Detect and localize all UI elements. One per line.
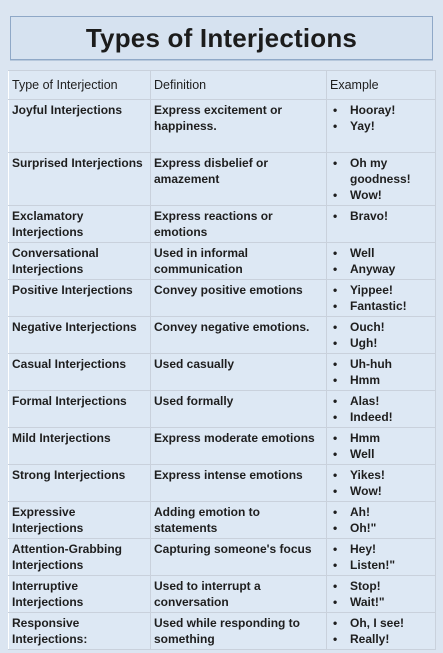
definition-cell: Used casually (151, 354, 327, 391)
example-item: • Yikes! (330, 467, 433, 483)
example-item: • Oh my goodness! (330, 155, 433, 187)
table-row (9, 502, 436, 539)
example-item: • Really! (330, 631, 433, 647)
example-cell (327, 391, 436, 428)
example-cell (327, 428, 436, 465)
definition-cell: Convey positive emotions (151, 280, 327, 317)
type-cell: Expressive Interjections (9, 502, 151, 539)
definition-cell: Capturing someone's focus (151, 539, 327, 576)
definition-cell: Used while responding to something (151, 613, 327, 650)
example-item: • Listen!" (330, 557, 433, 573)
example-item: • Indeed! (330, 409, 433, 425)
table-row (9, 613, 436, 650)
example-cell (327, 465, 436, 502)
table-row (9, 206, 436, 243)
definition-cell: Adding emotion to statements (151, 502, 327, 539)
type-cell: Joyful Interjections (9, 100, 151, 153)
example-item: • Hey! (330, 541, 433, 557)
example-item: • Ouch! (330, 319, 433, 335)
header-example: Example (327, 71, 436, 100)
definition-cell: Used in informal communication (151, 243, 327, 280)
table-row (9, 391, 436, 428)
example-item: • Bravo! (330, 208, 433, 224)
definition-cell: Used formally (151, 391, 327, 428)
type-cell: Responsive Interjections: (9, 613, 151, 650)
type-cell: Exclamatory Interjections (9, 206, 151, 243)
interjections-table (8, 70, 436, 650)
example-cell (327, 613, 436, 650)
example-item: • Stop! (330, 578, 433, 594)
example-item: • Alas! (330, 393, 433, 409)
example-item: • Well (330, 446, 433, 462)
definition-cell: Express reactions or emotions (151, 206, 327, 243)
table-row (9, 317, 436, 354)
example-item: • Wow! (330, 483, 433, 499)
example-item: • Hooray! (330, 102, 433, 118)
page-title: Types of Interjections (85, 22, 358, 53)
table-row (9, 354, 436, 391)
header-type: Type of Interjection (9, 71, 151, 100)
example-item: • Ugh! (330, 335, 433, 351)
type-cell: Surprised Interjections (9, 153, 151, 206)
definition-cell: Express intense emotions (151, 465, 327, 502)
example-cell (327, 206, 436, 243)
example-cell (327, 539, 436, 576)
example-item: • Yay! (330, 118, 433, 134)
example-cell (327, 502, 436, 539)
example-cell (327, 354, 436, 391)
example-item: • Hmm (330, 372, 433, 388)
type-cell: Conversational Interjections (9, 243, 151, 280)
definition-cell: Convey negative emotions. (151, 317, 327, 354)
table-row (9, 243, 436, 280)
table-row (9, 539, 436, 576)
type-cell: Mild Interjections (9, 428, 151, 465)
definition-cell: Express moderate emotions (151, 428, 327, 465)
title-box (10, 16, 433, 60)
type-cell: Positive Interjections (9, 280, 151, 317)
example-item: • Yippee! (330, 282, 433, 298)
example-item: • Wait!" (330, 594, 433, 610)
header-row (9, 71, 436, 100)
type-cell: Formal Interjections (9, 391, 151, 428)
example-cell (327, 317, 436, 354)
example-cell (327, 576, 436, 613)
table-row (9, 153, 436, 206)
example-cell (327, 243, 436, 280)
definition-cell: Express excitement or happiness. (151, 100, 327, 153)
table-row (9, 465, 436, 502)
definition-cell: Express disbelief or amazement (151, 153, 327, 206)
example-item: • Hmm (330, 430, 433, 446)
header-definition: Definition (151, 71, 327, 100)
example-item: • Oh, I see! (330, 615, 433, 631)
table-row (9, 576, 436, 613)
example-cell (327, 100, 436, 153)
table-row (9, 428, 436, 465)
definition-cell: Used to interrupt a conversation (151, 576, 327, 613)
example-item: • Oh!" (330, 520, 433, 536)
example-item: • Well (330, 245, 433, 261)
type-cell: Strong Interjections (9, 465, 151, 502)
table-row (9, 100, 436, 153)
type-cell: Negative Interjections (9, 317, 151, 354)
example-item: • Ah! (330, 504, 433, 520)
example-cell (327, 280, 436, 317)
type-cell: Attention-Grabbing Interjections (9, 539, 151, 576)
example-cell (327, 153, 436, 206)
type-cell: Interruptive Interjections (9, 576, 151, 613)
example-item: • Wow! (330, 187, 433, 203)
example-item: • Uh-huh (330, 356, 433, 372)
example-item: • Anyway (330, 261, 433, 277)
table-row (9, 280, 436, 317)
example-item: • Fantastic! (330, 298, 433, 314)
type-cell: Casual Interjections (9, 354, 151, 391)
